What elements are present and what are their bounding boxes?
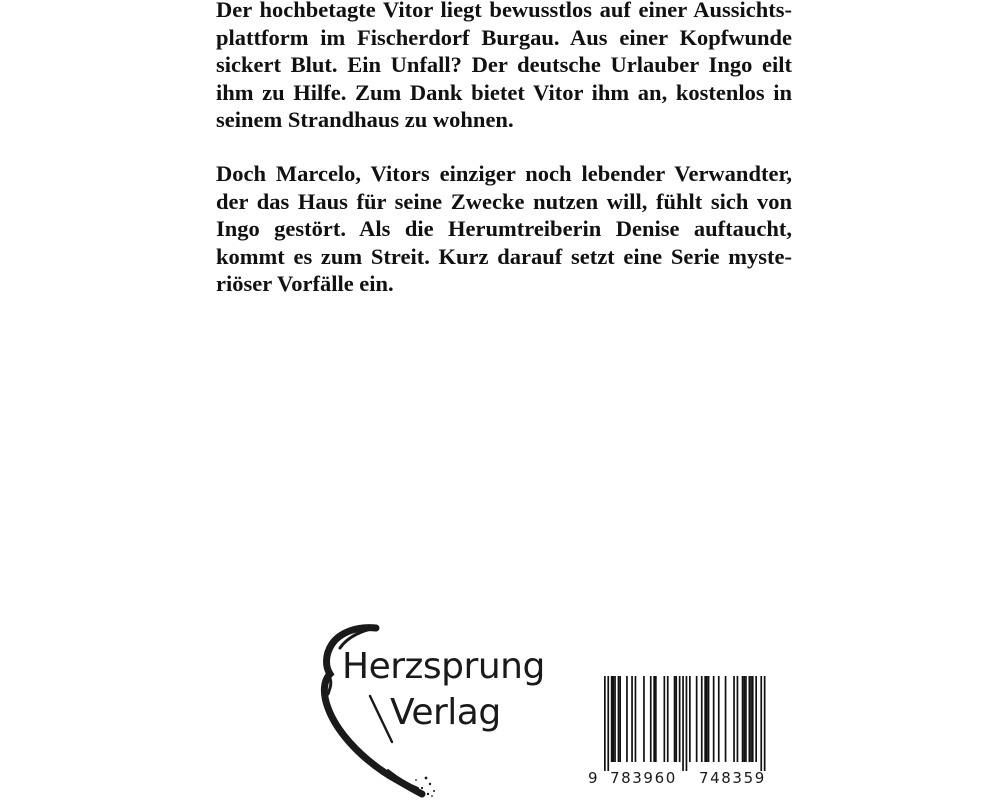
barcode-bar bbox=[743, 676, 745, 762]
barcode-bar bbox=[614, 676, 616, 762]
barcode-bar bbox=[667, 676, 669, 762]
barcode-bar bbox=[733, 676, 735, 762]
barcode-bar bbox=[742, 676, 744, 762]
barcode-bar bbox=[718, 676, 720, 762]
barcode-bar bbox=[737, 676, 739, 762]
blurb-line: riöser Vorfälle ein. bbox=[216, 271, 394, 297]
barcode-bar bbox=[755, 676, 757, 762]
barcode-right-digits: 748359 bbox=[699, 769, 766, 787]
blurb-line: Doch Marcelo, Vitors einziger noch lebender Verwandter, bbox=[216, 160, 792, 186]
barcode-bar bbox=[664, 676, 666, 762]
barcode-bar bbox=[613, 676, 615, 762]
barcode-bar bbox=[696, 676, 698, 762]
barcode-bar bbox=[689, 676, 691, 762]
barcode-bar bbox=[643, 676, 645, 762]
barcode-bar bbox=[682, 676, 684, 771]
barcode-bars bbox=[588, 676, 778, 771]
barcode-bar bbox=[611, 676, 613, 762]
barcode-bar bbox=[674, 676, 676, 762]
barcode-bar bbox=[752, 676, 754, 762]
blurb-paragraph-1 bbox=[216, 0, 792, 134]
barcode-bar bbox=[745, 676, 747, 762]
barcode-bar bbox=[604, 676, 606, 771]
barcode-bar bbox=[750, 676, 752, 762]
blurb-line: plattform im Fischerdorf Burgau. Aus einer Kopfwunde bbox=[216, 24, 792, 50]
publisher-name-line2: Verlag bbox=[390, 692, 501, 733]
barcode-bar bbox=[749, 676, 751, 762]
barcode-bar bbox=[653, 676, 655, 762]
blurb-line: sickert Blut. Ein Unfall? Der deutsche Urlauber Ingo eilt bbox=[216, 52, 792, 78]
barcode-bar bbox=[704, 676, 706, 762]
barcode-bar bbox=[760, 676, 762, 771]
barcode-bar bbox=[708, 676, 710, 762]
barcode-left-digits: 783960 bbox=[610, 769, 677, 787]
blurb-line: kommt es zum Streit. Kurz darauf setzt eine Serie myste- bbox=[216, 243, 792, 269]
barcode-bar bbox=[725, 676, 727, 762]
blurb-line: Der hochbetagte Vitor liegt bewusstlos auf einer Aussichts- bbox=[216, 0, 792, 22]
publisher-logo bbox=[318, 618, 548, 798]
barcode-bar bbox=[626, 676, 628, 762]
isbn-barcode bbox=[588, 676, 778, 794]
barcode-bar bbox=[764, 676, 766, 771]
publisher-name-line1: Herzsprung bbox=[342, 646, 545, 687]
blurb-line: Ingo gestört. Als die Herumtreiberin Denise auftaucht, bbox=[216, 216, 792, 242]
barcode-bar bbox=[619, 676, 621, 762]
barcode-bar bbox=[655, 676, 657, 762]
barcode-bar bbox=[635, 676, 637, 762]
barcode-bar bbox=[675, 676, 677, 762]
blurb-line: seinem Strandhaus zu wohnen. bbox=[216, 107, 514, 133]
barcode-bar bbox=[713, 676, 715, 762]
barcode-bar bbox=[618, 676, 620, 762]
barcode-bar bbox=[631, 676, 633, 762]
blurb-line: ihm zu Hilfe. Zum Dank bietet Vitor ihm an, kostenlos in bbox=[216, 79, 792, 105]
back-cover-blurb bbox=[216, 0, 792, 324]
barcode-lead-digit: 9 bbox=[588, 769, 600, 787]
barcode-bar bbox=[607, 676, 609, 771]
blurb-paragraph-2 bbox=[216, 160, 792, 298]
barcode-bar bbox=[650, 676, 652, 762]
blurb-line: der das Haus für seine Zwecke nutzen will, fühlt sich von bbox=[216, 188, 792, 214]
barcode-bar bbox=[701, 676, 703, 762]
barcode-bar bbox=[706, 676, 708, 762]
barcode-bar bbox=[686, 676, 688, 771]
barcode-bar bbox=[679, 676, 681, 762]
